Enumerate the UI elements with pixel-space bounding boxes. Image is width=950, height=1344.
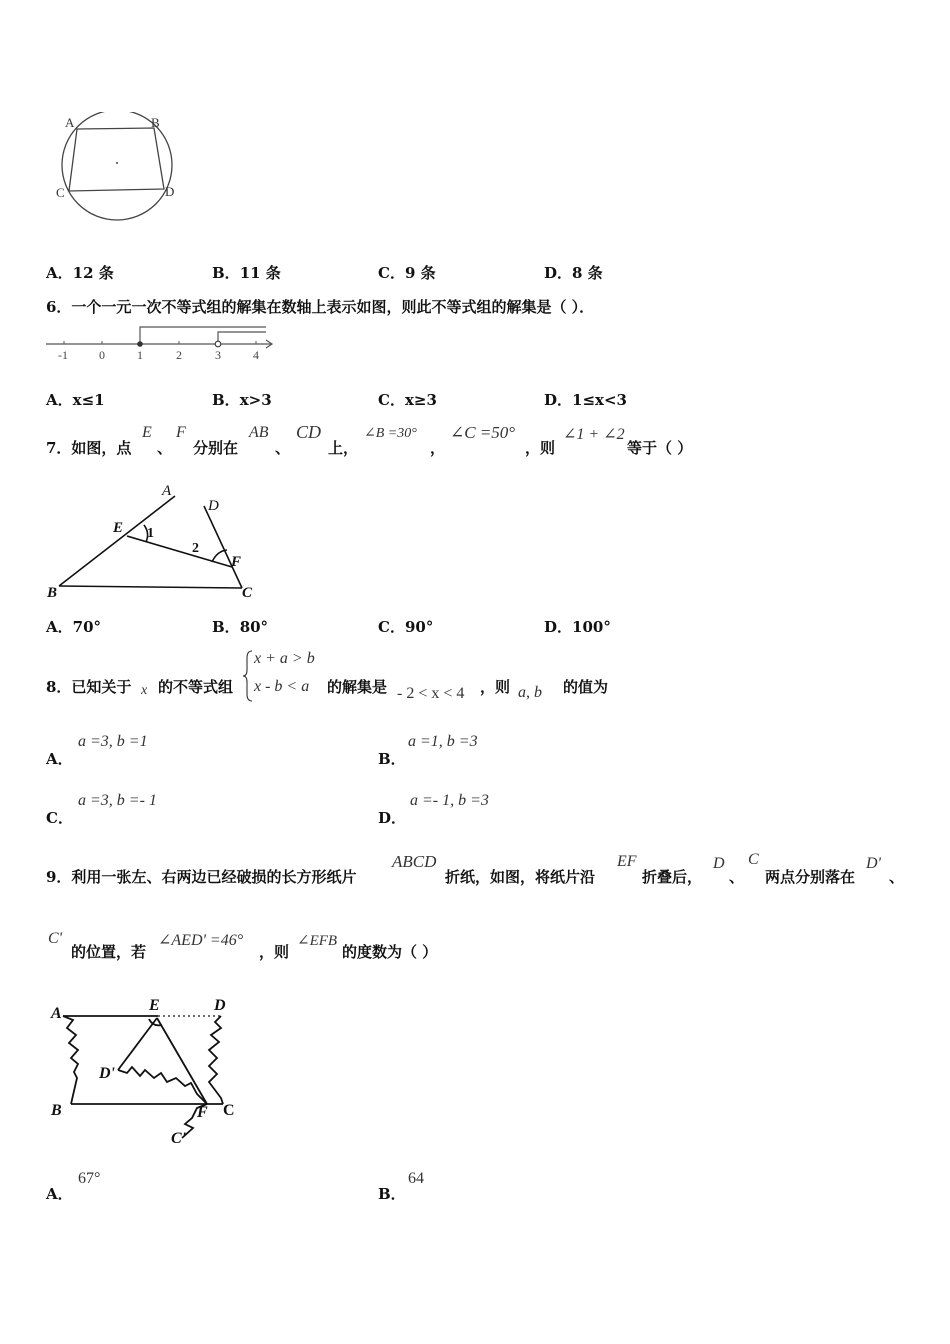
- q8-option-c-value[interactable]: a =3, b =- 1: [78, 792, 157, 809]
- label-B: B: [51, 1102, 62, 1119]
- q8-text-5: 的值为: [563, 678, 609, 696]
- label-F: F: [231, 554, 242, 570]
- tick-label: 0: [99, 348, 105, 362]
- q9-sep-1: 、: [729, 868, 745, 886]
- q7-sep-2: 、: [275, 439, 291, 457]
- q8-vars-ab: a, b: [518, 684, 542, 701]
- label-angle-2: 2: [192, 541, 199, 556]
- q7-figure: [40, 478, 270, 603]
- q9-text-3: 折叠后，: [642, 868, 703, 886]
- q8-var-x: x: [141, 683, 148, 698]
- label-B: B: [47, 585, 58, 601]
- q9-option-b[interactable]: B．: [378, 1185, 406, 1203]
- q7-segment-ab: AB: [249, 424, 269, 441]
- q9-text-4: 两点分别落在: [765, 868, 856, 886]
- q9-point-c-prime: C': [48, 930, 63, 947]
- q9-option-a-value[interactable]: 67°: [78, 1170, 101, 1187]
- q9-text-2: 折纸，如图，将纸片沿: [445, 868, 596, 886]
- q7-angle-sum: ∠1 + ∠2: [563, 426, 625, 443]
- q7-option-a[interactable]: A．70°: [46, 618, 102, 636]
- q8-option-c[interactable]: C．: [46, 809, 73, 827]
- q7-text-4: ，则: [525, 439, 556, 457]
- q9-segment-ef: EF: [617, 853, 637, 870]
- q7-option-d[interactable]: D．100°: [544, 618, 611, 636]
- q7-comma: ，: [430, 439, 446, 457]
- q8-text-4: ，则: [480, 678, 511, 696]
- tick-label: 4: [253, 348, 259, 362]
- label-E: E: [149, 997, 160, 1014]
- label-A: A: [51, 1005, 62, 1022]
- q7-point-e: E: [142, 424, 152, 441]
- tick-label: -1: [58, 348, 68, 362]
- label-C-prime: C': [171, 1130, 187, 1147]
- system-brace: [243, 650, 253, 702]
- q8-text-2: 的不等式组: [158, 678, 234, 696]
- q9-rect-abcd: ABCD: [392, 852, 437, 871]
- label-D: D: [165, 184, 175, 199]
- q6-option-b[interactable]: B．x>3: [212, 391, 272, 409]
- q5-option-c[interactable]: C．9 条: [378, 264, 436, 282]
- q9-angle-efb: ∠EFB: [297, 933, 338, 949]
- q7-text-5: 等于（ ）: [627, 439, 693, 457]
- label-angle-1: 1: [147, 526, 154, 541]
- q7-text-3: 上，: [328, 439, 359, 457]
- label-C: C: [56, 185, 65, 200]
- q7-option-c[interactable]: C．90°: [378, 618, 434, 636]
- q8-option-b-value[interactable]: a =1, b =3: [408, 733, 478, 750]
- q9-angle-aed: ∠AED' =46°: [158, 932, 244, 949]
- q6-stem: 6．一个一元一次不等式组的解集在数轴上表示如图，则此不等式组的解集是（ ）．: [46, 298, 595, 316]
- q9-text-1: 9．利用一张左、右两边已经破损的长方形纸片: [46, 868, 357, 886]
- q7-sep-1: 、: [157, 439, 173, 457]
- label-A: A: [65, 115, 75, 130]
- label-E: E: [113, 520, 124, 536]
- q7-option-b[interactable]: B．80°: [212, 618, 269, 636]
- q7-point-f: F: [176, 424, 186, 441]
- label-A: A: [162, 483, 172, 499]
- q8-option-a-value[interactable]: a =3, b =1: [78, 733, 148, 750]
- q9-text-5: 的位置，若: [71, 943, 147, 961]
- q8-solution-range: - 2 < x < 4: [397, 685, 465, 702]
- q9-point-c: C: [748, 851, 759, 868]
- q8-option-d[interactable]: D．: [378, 809, 407, 827]
- tick-label: 3: [215, 348, 221, 362]
- q6-option-d[interactable]: D．1≤x<3: [544, 391, 627, 409]
- q7-text-2: 分别在: [193, 439, 239, 457]
- q9-option-b-value[interactable]: 64: [408, 1170, 424, 1187]
- label-D: D: [208, 498, 219, 514]
- q8-option-a[interactable]: A．: [46, 750, 73, 768]
- q9-point-d-prime: D': [866, 855, 881, 872]
- q7-angle-b: ∠B =30°: [364, 426, 417, 441]
- label-B: B: [151, 115, 160, 130]
- q5-option-b[interactable]: B．11 条: [212, 264, 281, 282]
- q5-option-a[interactable]: A．12 条: [46, 264, 114, 282]
- q9-option-a[interactable]: A．: [46, 1185, 73, 1203]
- q8-option-b[interactable]: B．: [378, 750, 406, 768]
- q8-option-d-value[interactable]: a =- 1, b =3: [410, 792, 489, 809]
- q8-text-1: 8．已知关于: [46, 678, 132, 696]
- q5-circle-figure: [50, 112, 185, 222]
- tick-label: 1: [137, 348, 143, 362]
- tick-label: 2: [176, 348, 182, 362]
- label-C: C: [242, 585, 253, 601]
- label-D: D: [214, 997, 226, 1014]
- q7-text-1: 7．如图，点: [46, 439, 132, 457]
- q9-point-d: D: [713, 855, 725, 872]
- q8-inequality-2: x - b < a: [254, 678, 310, 695]
- q9-text-7: 的度数为（ ）: [342, 943, 438, 961]
- q9-figure: [45, 990, 245, 1150]
- q5-option-d[interactable]: D．8 条: [544, 264, 603, 282]
- label-F: F: [197, 1104, 208, 1121]
- q7-angle-c: ∠C =50°: [450, 423, 516, 442]
- q9-sep-2: 、: [889, 868, 905, 886]
- q8-text-3: 的解集是: [327, 678, 388, 696]
- label-D-prime: D': [99, 1065, 115, 1082]
- q6-number-line: [44, 322, 276, 364]
- label-C: C: [223, 1102, 235, 1119]
- q6-option-a[interactable]: A．x≤1: [46, 391, 105, 409]
- q8-inequality-1: x + a > b: [254, 650, 315, 667]
- q6-option-c[interactable]: C．x≥3: [378, 391, 437, 409]
- q7-segment-cd: CD: [296, 422, 322, 442]
- q9-text-6: ，则: [259, 943, 290, 961]
